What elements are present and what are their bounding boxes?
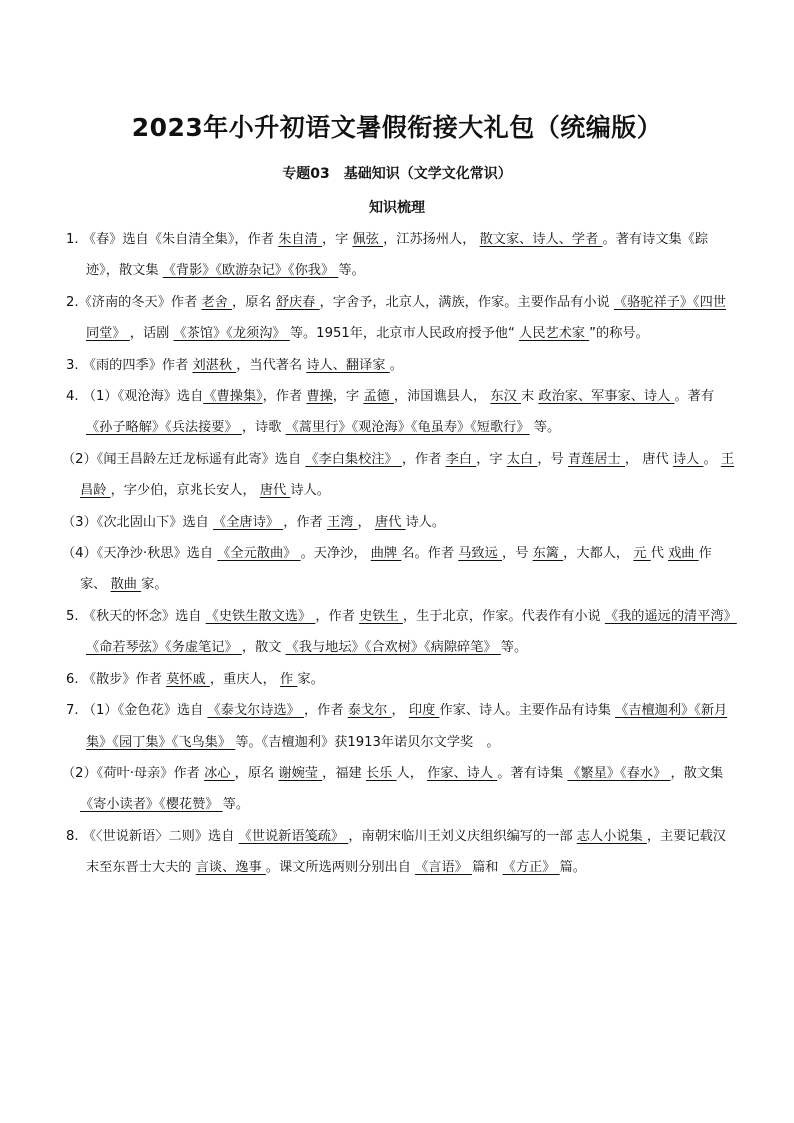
- answer-blank: 《全元散曲》: [217, 546, 301, 562]
- text-segment: ，作者: [303, 703, 348, 719]
- answer-blank: 散曲: [110, 577, 142, 593]
- text-segment: ，作者: [401, 451, 446, 467]
- answer-blank: 老舍: [201, 294, 233, 310]
- knowledge-item-1: [66, 224, 738, 287]
- text-segment: ，诗歌: [241, 420, 286, 436]
- text-segment: 末: [521, 389, 539, 405]
- text-segment: ，主要记载汉末至东晋士大夫的: [86, 828, 726, 876]
- knowledge-list: [62, 224, 738, 884]
- text-segment: ，南朝宋临川王刘义庆组织编写的一部: [348, 828, 577, 844]
- answer-blank: 《繁星》《春水》: [567, 765, 671, 781]
- text-segment: ，字: [476, 451, 507, 467]
- answer-blank: 《泰戈尔诗选》: [207, 703, 304, 719]
- answer-blank: 王湾: [326, 514, 358, 530]
- answer-blank: 青莲居士: [567, 451, 625, 467]
- text-segment: 。著有诗文集《踪迹》，散文集: [86, 232, 709, 279]
- text-segment: 。天净沙，: [300, 546, 371, 562]
- answer-blank: 《我的遥远的清平湾》《命若琴弦》《务虚笔记》: [86, 608, 737, 656]
- text-segment: 1. 《春》选自《朱自清全集》，作者: [66, 232, 279, 247]
- text-segment: 篇和: [472, 860, 503, 876]
- knowledge-item-4-3: [62, 507, 738, 538]
- answer-blank: 《全唐诗》: [213, 514, 284, 530]
- answer-blank: 曹操: [306, 389, 333, 405]
- text-segment: 等。《吉檀迦利》获1913年诺贝尔文学奖 。: [235, 734, 500, 750]
- answer-blank: 《寄小读者》《樱花赞》: [80, 797, 223, 813]
- answer-blank: 东汉: [490, 389, 521, 405]
- text-segment: 等。1951年，北京市人民政府授予他“: [289, 326, 520, 342]
- text-segment: 篇。: [559, 860, 586, 876]
- text-segment: 。: [389, 357, 403, 373]
- text-segment: ，: [357, 514, 375, 530]
- text-segment: 。著有诗集: [497, 765, 568, 781]
- answer-blank: 舒庆春: [275, 294, 320, 310]
- answer-blank: 唐代: [374, 514, 406, 530]
- text-segment: 作家、: [80, 546, 712, 593]
- knowledge-item-8: [66, 821, 738, 884]
- answer-blank: 长乐: [365, 765, 397, 781]
- text-segment: ， 唐代: [624, 451, 673, 467]
- text-segment: ，字: [321, 232, 353, 247]
- answer-blank: 刘湛秋: [192, 357, 237, 373]
- text-segment: 。课文所选两则分别出自: [265, 860, 416, 876]
- answer-blank: 莫怀戚: [166, 671, 210, 687]
- text-segment: ，话剧: [129, 326, 174, 342]
- answer-blank: 马致远: [458, 546, 503, 562]
- answer-blank: 东篱: [532, 546, 564, 562]
- text-segment: （3）《次北固山下》选自: [62, 514, 214, 530]
- text-segment: 3. 《雨的四季》作者: [66, 357, 193, 373]
- text-segment: ，字舍予，北京人，满族，作家。主要作品有小说: [319, 294, 614, 310]
- answer-blank: 印度: [408, 703, 440, 719]
- text-segment: ，散文集: [670, 765, 724, 781]
- text-segment: ，生于北京，作家。代表作有小说: [402, 608, 605, 624]
- answer-blank: 《背影》《欧游杂记》《你我》: [162, 263, 339, 279]
- text-segment: ，大都人，: [563, 546, 634, 562]
- text-segment: 等。: [338, 263, 365, 279]
- knowledge-item-4-2: [62, 444, 738, 507]
- text-segment: 作家、诗人。主要作品有诗集: [439, 703, 616, 719]
- answer-blank: 《吉檀迦利》《新月集》《园丁集》《飞鸟集》: [86, 703, 728, 750]
- answer-blank: 《方正》: [502, 860, 560, 876]
- answer-blank: 太白: [506, 451, 538, 467]
- answer-blank: 作: [280, 671, 298, 687]
- text-segment: 8. 《〈世说新语〉二则》选自: [66, 828, 239, 844]
- knowledge-item-5: [66, 601, 738, 664]
- answer-blank: 散文家、诗人、学者: [479, 232, 603, 247]
- text-segment: ，散文: [241, 640, 286, 656]
- text-segment: 代: [650, 546, 669, 562]
- answer-blank: 佩弦: [352, 232, 384, 247]
- topic-subtitle: 专题03 基础知识（文学文化常识）: [282, 166, 512, 182]
- text-segment: ，江苏扬州人，: [383, 232, 480, 247]
- answer-blank: 冰心: [204, 765, 235, 781]
- text-segment: ，福建: [322, 765, 366, 781]
- answer-blank: 元: [633, 546, 651, 562]
- answer-blank: 唐代: [259, 483, 291, 499]
- text-segment: 等。: [500, 640, 528, 656]
- answer-blank: 《世说新语笺疏》: [238, 828, 349, 844]
- text-segment: ，当代著名: [236, 357, 307, 373]
- text-segment: ，字少伯，京兆长安人，: [110, 483, 260, 499]
- text-segment: ，字: [332, 389, 364, 405]
- answer-blank: 诗人、翻译家: [306, 357, 390, 373]
- text-segment: ，沛国谯县人，: [393, 389, 491, 405]
- text-segment: 诗人。: [405, 514, 446, 530]
- answer-blank: 孟德: [363, 389, 394, 405]
- answer-blank: 言谈、逸事: [195, 860, 266, 876]
- text-segment: 人，: [396, 765, 428, 781]
- text-segment: 。著有: [674, 389, 715, 405]
- text-segment: （2）《闻王昌龄左迁龙标遥有此寄》选自: [62, 451, 306, 467]
- text-segment: 4. （1）《观沧海》选自: [66, 389, 204, 405]
- answer-blank: 《曹操集》: [203, 389, 263, 405]
- answer-blank: 《我与地坛》《合欢树》《病隙碎笔》: [285, 640, 501, 656]
- text-segment: 5. 《秋天的怀念》选自: [66, 608, 206, 624]
- text-segment: ，作者: [262, 389, 307, 405]
- text-segment: 2.《济南的冬天》作者: [66, 294, 202, 310]
- text-segment: （4）《天净沙·秋思》选自: [62, 546, 218, 562]
- answer-blank: 作家、诗人: [427, 765, 498, 781]
- text-segment: 6. 《散步》作者: [66, 671, 167, 687]
- answer-blank: 谢婉莹: [278, 765, 323, 781]
- answer-blank: 志人小说集: [576, 828, 647, 844]
- text-segment: 。: [703, 451, 721, 467]
- answer-blank: 《茶馆》《龙须沟》: [173, 326, 290, 342]
- text-segment: 名。作者: [401, 546, 459, 562]
- text-segment: 7. （1）《金色花》选自: [66, 703, 208, 719]
- text-segment: ，原名: [232, 294, 276, 310]
- answer-blank: 政治家、军事家、诗人: [538, 389, 675, 405]
- answer-blank: 王昌龄: [80, 451, 735, 499]
- answer-blank: 人民艺术家: [519, 326, 590, 342]
- answer-blank: 戏曲: [668, 546, 699, 562]
- text-segment: ”的称号。: [589, 326, 649, 342]
- text-segment: 诗人。: [290, 483, 330, 499]
- text-segment: 等。: [529, 420, 561, 436]
- text-segment: ，号: [502, 546, 533, 562]
- answer-blank: 史铁生: [359, 608, 403, 624]
- answer-blank: 朱自清: [278, 232, 322, 247]
- answer-blank: 泰戈尔: [347, 703, 392, 719]
- answer-blank: 《孙子略解》《兵法接要》: [86, 420, 242, 436]
- knowledge-item-2: [66, 287, 738, 350]
- knowledge-item-7-1: [66, 695, 738, 758]
- answer-blank: 《言语》: [415, 860, 473, 876]
- answer-blank: 《李白集校注》: [305, 451, 402, 467]
- text-segment: （2）《荷叶·母亲》作者: [62, 765, 205, 781]
- document-title: 2023年小升初语文暑假衔接大礼包（统编版）: [131, 113, 663, 142]
- text-segment: ，作者: [283, 514, 327, 530]
- answer-blank: 李白: [445, 451, 477, 467]
- answer-blank: 诗人: [672, 451, 704, 467]
- knowledge-item-3: [66, 350, 738, 381]
- section-heading: 知识梳理: [369, 200, 425, 216]
- text-segment: 家。: [297, 671, 324, 687]
- knowledge-item-7-2: [62, 758, 738, 821]
- text-segment: ，作者: [315, 608, 360, 624]
- knowledge-item-6: [66, 664, 738, 695]
- answer-blank: 《史铁生散文选》: [205, 608, 316, 624]
- text-segment: 等。: [222, 797, 250, 813]
- text-segment: ，重庆人，: [209, 671, 280, 687]
- answer-blank: 曲牌: [370, 546, 402, 562]
- text-segment: 家。: [141, 577, 168, 593]
- answer-blank: 《蒿里行》《观沧海》《龟虽寿》《短歌行》: [285, 420, 530, 436]
- answer-blank: 《骆驼祥子》《四世同堂》: [86, 294, 726, 342]
- text-segment: ，原名: [234, 765, 279, 781]
- text-segment: ，号: [537, 451, 568, 467]
- knowledge-item-4-1: [66, 381, 738, 444]
- text-segment: ，: [391, 703, 409, 719]
- knowledge-item-4-4: [62, 538, 738, 601]
